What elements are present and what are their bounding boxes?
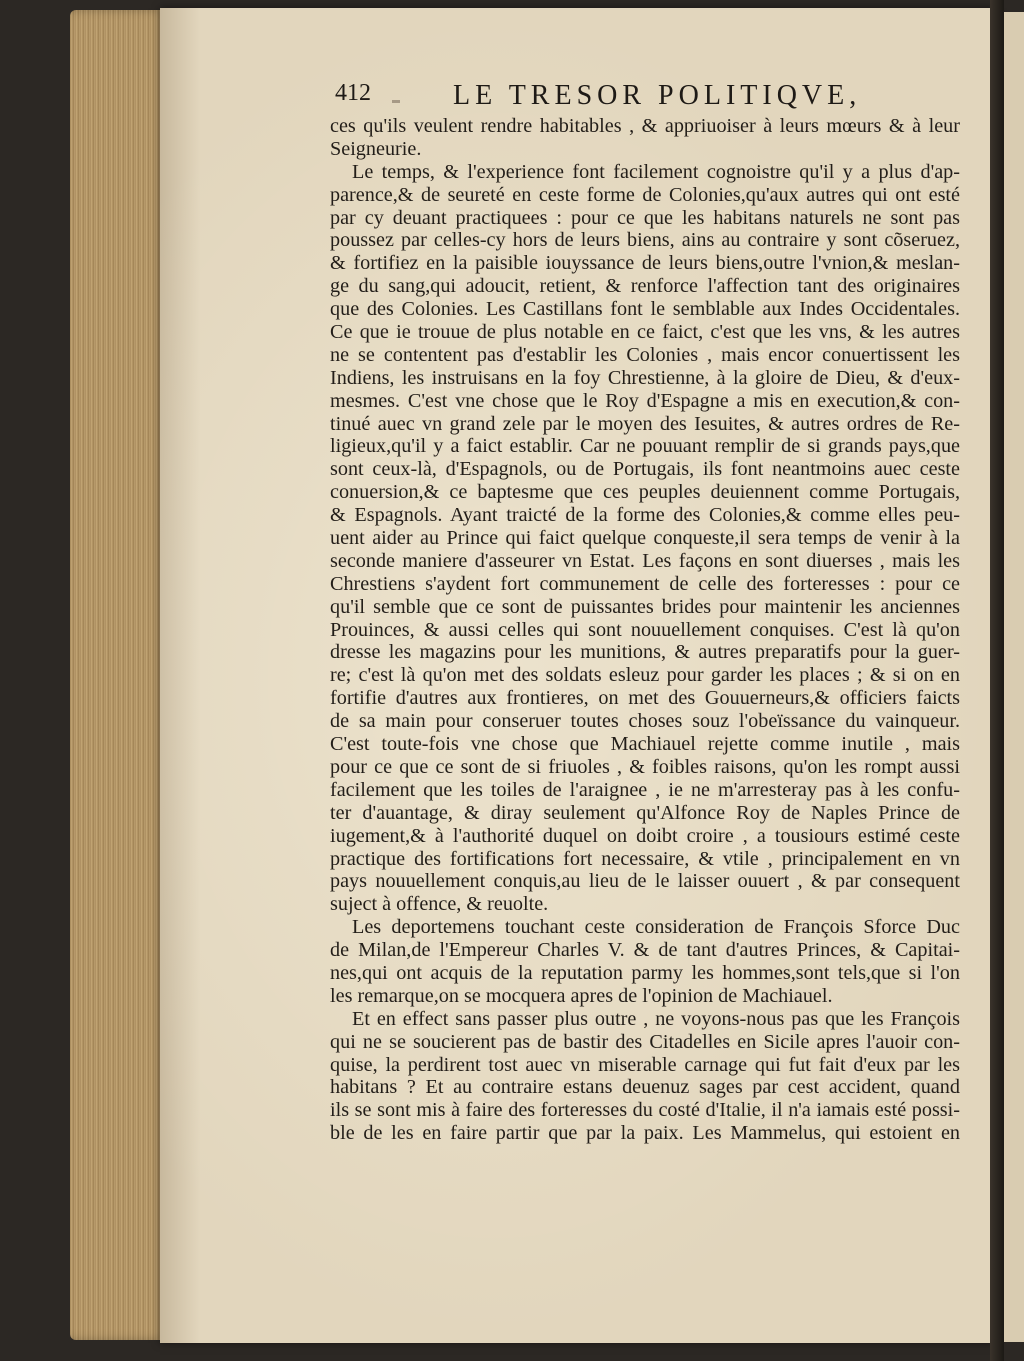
text-line: Et en effect sans passer plus outre , ne voyons-nous pas que les François xyxy=(352,1007,960,1030)
text-line: qu'il semble que ce sont de puissantes brides pour maintenir les anciennes xyxy=(330,595,960,618)
text-line: sont ceux-là, d'Espagnols, ou de Portugais, ils font neantmoins auec ceste xyxy=(330,458,960,481)
text-line: Prouinces, & aussi celles qui sont nouuellement conquises. C'est là qu'on xyxy=(330,618,960,641)
text-line: pays nouuellement conquis,au lieu de le laisser ouuert , & par consequent xyxy=(330,870,960,893)
text-line: ble de les en faire partir que par la paix. Les Mammelus, qui estoient en xyxy=(330,1122,960,1145)
facing-page-edge xyxy=(1004,12,1024,1342)
text-line: ne se contentent pas d'establir les Colonies , mais encor conuertissent les xyxy=(330,343,960,366)
text-line: Les deportemens touchant ceste consideration de François Sforce Duc xyxy=(352,916,960,939)
text-line: qui ne se soucierent pas de bastir des Citadelles en Sicile apres l'auoir con- xyxy=(330,1030,960,1053)
text-line: ils se sont mis à faire des forteresses du costé d'Italie, il n'a iamais esté possi- xyxy=(330,1099,960,1122)
text-line: ge du sang,qui adoucit, retient, & renforce l'affection tant des originaires xyxy=(330,275,960,298)
text-line: parence,& de seureté en ceste forme de Colonies,qu'aux autres qui ont esté xyxy=(330,183,960,206)
text-line: seconde maniere d'asseurer vn Estat. Les façons en sont diuerses , mais les xyxy=(330,549,960,572)
text-line: de Milan,de l'Empereur Charles V. & de tant d'autres Princes, & Capitai- xyxy=(330,939,960,962)
gutter xyxy=(990,0,1004,1361)
text-line: nes,qui ont acquis de la reputation parmy les hommes,sont tels,que si l'on xyxy=(330,961,960,984)
text-line: re; c'est là qu'on met des soldats esleuz pour garder les places ; & si on en xyxy=(330,664,960,687)
text-line: & Espagnols. Ayant traicté de la forme des Colonies,& comme elles peu- xyxy=(330,504,960,527)
text-line: uent aider au Prince qui faict quelque conqueste,il sera temps de venir à la xyxy=(330,527,960,550)
text-line: Ce que ie trouue de plus notable en ce faict, c'est que les vns, & les autres xyxy=(330,321,960,344)
page-number: 412 xyxy=(335,80,371,106)
text-line: que des Colonies. Les Castillans font le semblable aux Indes Occidentales. xyxy=(330,298,960,321)
text-line: poussez par celles-cy hors de leurs biens, ains au contraire y sont cõseruez, xyxy=(330,229,960,252)
text-line: Indiens, les instruisans en la foy Chrestienne, à la gloire de Dieu, & d'eux- xyxy=(330,366,960,389)
printer-mark xyxy=(392,100,400,103)
text-line: Seigneurie. xyxy=(330,137,422,160)
text-line: & fortifiez en la paisible iouyssance de leurs biens,outre l'vnion,& meslan- xyxy=(330,252,960,275)
text-line: practique des fortifications fort necessaire, & vtile , principalement en vn xyxy=(330,847,960,870)
text-line: dresse les magazins pour les munitions, & autres preparatifs pour la guer- xyxy=(330,641,960,664)
text-line: C'est toute-fois vne chose que Machiauel rejette comme inutile , mais xyxy=(330,733,960,756)
text-line: Le temps, & l'experience font facilement cognoistre qu'il y a plus d'ap- xyxy=(352,160,960,183)
text-line: ter d'auantage, & diray seulement qu'Alfonce Roy de Naples Prince de xyxy=(330,801,960,824)
text-line: suject à offence, & reuolte. xyxy=(330,893,549,916)
text-line: fortifie d'autres aux frontieres, on met des Gouuerneurs,& officiers faicts xyxy=(330,687,960,710)
text-line: conuersion,& ce baptesme que ces peuples deuiennent comme Portugais, xyxy=(330,481,960,504)
text-line: quise, la perdirent tost auec vn miserable carnage qui fut fait d'eux par les xyxy=(330,1053,960,1076)
text-line: ligieux,qu'il y a faict establir. Car ne pouuant remplir de si grands pays,que xyxy=(330,435,960,458)
text-line: pour ce que ce sont de si friuoles , & foibles raisons, qu'on les rompt aussi xyxy=(330,755,960,778)
running-title: LE TRESOR POLITIQVE, xyxy=(453,80,862,111)
text-line: habitans ? Et au contraire estans deuenuz sages par cest accident, quand xyxy=(330,1076,960,1099)
text-line: de sa main pour conseruer toutes choses souz l'obeïssance du vainqueur. xyxy=(330,710,960,733)
body-text xyxy=(330,115,960,1145)
text-line: les remarque,on se mocquera apres de l'opinion de Machiauel. xyxy=(330,984,833,1007)
text-line: iugement,& à l'authorité duquel on doibt croire , a tousiours estimé ceste xyxy=(330,824,960,847)
text-line: facilement que les toiles de l'araignee , ie ne m'arresteray pas à les confu- xyxy=(330,778,960,801)
page-edges xyxy=(70,10,170,1340)
text-line: ces qu'ils veulent rendre habitables , & appriuoiser à leurs mœurs & à leur xyxy=(330,115,960,137)
text-line: mesmes. C'est vne chose que le Roy d'Espagne a mis en execution,& con- xyxy=(330,389,960,412)
text-line: par cy deuant practiquees : pour ce que les habitans naturels ne sont pas xyxy=(330,206,960,229)
text-line: tinué auec vn grand zele par le moyen des Iesuites, & autres ordres de Re- xyxy=(330,412,960,435)
text-line: Chrestiens s'aydent fort communement de celle des forteresses : pour ce xyxy=(330,572,960,595)
running-head xyxy=(335,80,895,116)
